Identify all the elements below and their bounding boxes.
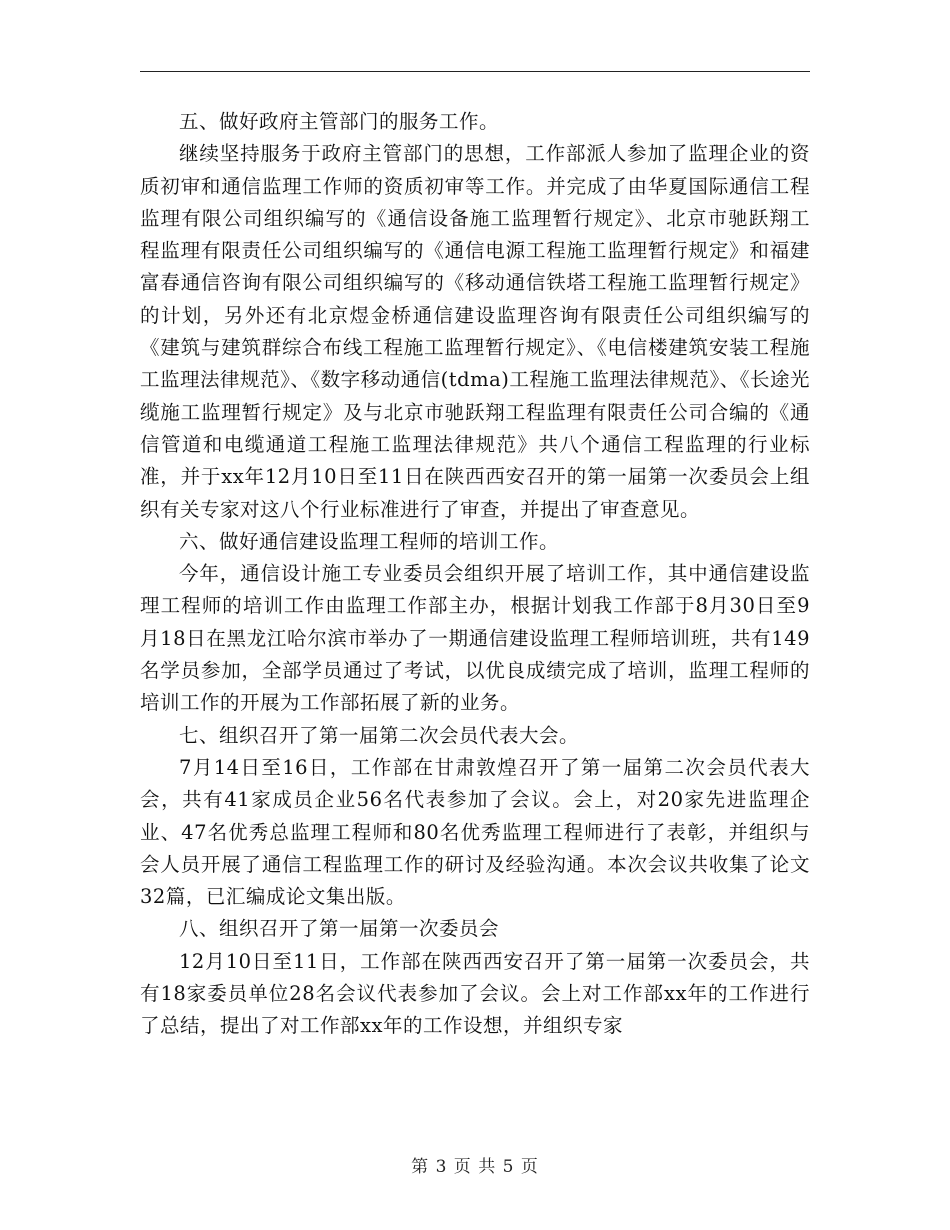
page-footer: 第 3 页 共 5 页 xyxy=(411,1157,539,1177)
paragraph-committee-meeting: 12月10日至11日，工作部在陕西西安召开了第一届第一次委员会，共有18家委员单位28名会议代表参加了会议。会上对工作部xx年的工作进行了总结，提出了对工作部xx年的工作设想，并组织专家 xyxy=(140,949,810,1038)
section-heading-6: 六、做好通信建设监理工程师的培训工作。 xyxy=(179,529,560,553)
paragraph-training: 今年，通信设计施工专业委员会组织开展了培训工作，其中通信建设监理工程师的培训工作由监理工作部主办，根据计划我工作部于8月30日至9月18日在黑龙江哈尔滨市举办了一期通信建设监理工程师培训班，共有149名学员参加，全部学员通过了考试，以优良成绩完成了培训，监理工程师的培训工作的开展为工作部拓展了新的业务。 xyxy=(140,562,810,715)
header-rule xyxy=(140,71,810,72)
paragraph-government-service: 继续坚持服务于政府主管部门的思想，工作部派人参加了监理企业的资质初审和通信监理工作师的资质初审等工作。并完成了由华夏国际通信工程监理有限公司组织编写的《通信设备施工监理暂行规定》、北京市驰跃翔工程监理有限责任公司组织编写的《通信电源工程施工监理暂行规定》和福建富春通信咨询有限公司组织编写的《移动通信铁塔工程施工监理暂行规定》的计划，另外还有北京煜金桥通信建设监理咨询有限责任公司组织编写的《建筑与建筑群综合布线工程施工监理暂行规定》、《电信楼建筑安装工程施工监理法律规范》、《数字移动通信(tdma)工程施工监理法律规范》、《长途光缆施工监理暂行规定》及与北京市驰跃翔工程监理有限责任公司合编的《通信管道和电缆通道工程施工监理法律规范》共八个通信工程监理的行业标准，并于xx年12月10日至11日在陕西西安召开的第一届第一次委员会上组织有关专家对这八个行业标准进行了审查，并提出了审查意见。 xyxy=(140,142,810,521)
section-heading-7: 七、组织召开了第一届第二次会员代表大会。 xyxy=(179,723,580,747)
section-heading-8: 八、组织召开了第一届第一次委员会 xyxy=(179,917,500,941)
document-body xyxy=(140,106,810,1043)
section-heading-5: 五、做好政府主管部门的服务工作。 xyxy=(179,110,500,133)
paragraph-member-congress: 7月14日至16日，工作部在甘肃敦煌召开了第一届第二次会员代表大会，共有41家成员企业56名代表参加了会议。会上，对20家先进监理企业、47名优秀总监理工程师和80名优秀监理工程师进行了表彰，并组织与会人员开展了通信工程监理工作的研讨及经验沟通。本次会议共收集了论文32篇，已汇编成论文集出版。 xyxy=(140,755,810,909)
